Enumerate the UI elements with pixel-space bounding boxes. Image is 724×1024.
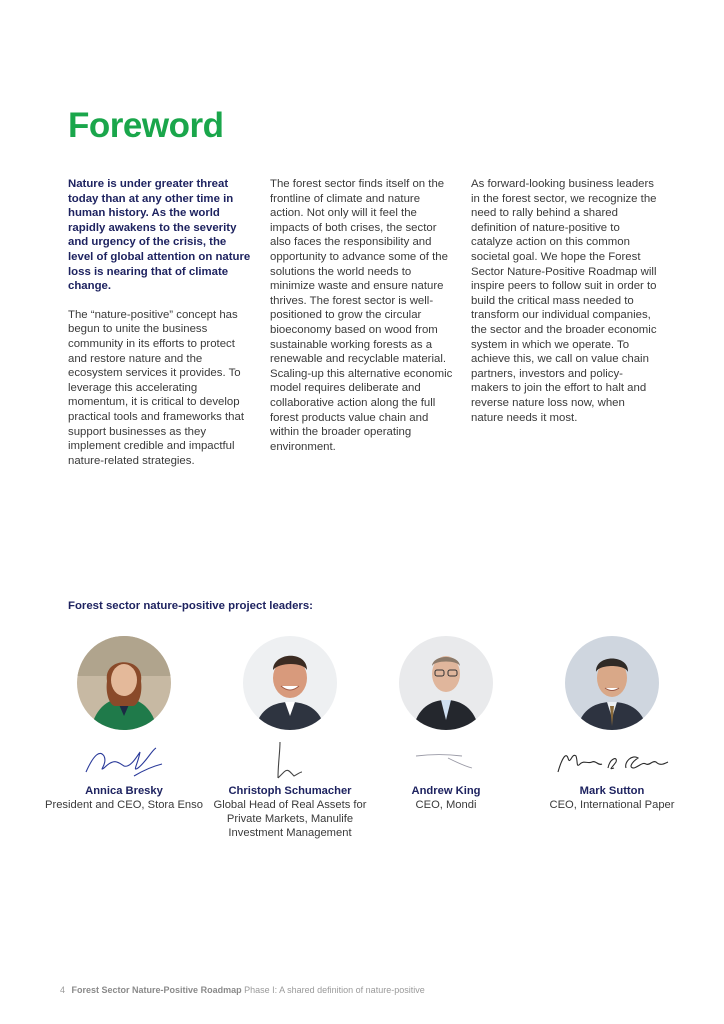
signature bbox=[552, 738, 672, 782]
leader-name: Mark Sutton bbox=[579, 785, 645, 797]
body-paragraph: The forest sector finds itself on the frontline of climate and nature action. Not only will it feel the impacts of both crises, the sector also faces the responsibility and opportunity to advance some of the solutions the world needs to minimize waste and ensure nature thrives. The forest sector is well-positioned to grow the circular bioeconomy based on wood from sustainable working forests as a renewable and recyclable material. Scaling-up this alternative economic model requires deliberate and collaborative action along the full forest products value chain and within the broader operating environment. bbox=[270, 178, 453, 453]
footer-doc-title: Forest Sector Nature-Positive Roadmap bbox=[71, 985, 242, 995]
body-paragraph: The “nature-positive” concept has begun to unite the business community in its efforts to protect and restore nature and the ecosystem services it provides. To leverage this accelerating momentum, it is critical to develop practical tools and frameworks that support businesses as they implement credible and impactful nature-related strategies. bbox=[68, 308, 244, 467]
column-3 bbox=[471, 177, 657, 439]
signature bbox=[74, 738, 174, 782]
column-2 bbox=[270, 177, 456, 468]
leader-name: Andrew King bbox=[411, 785, 481, 797]
leader-card-andrew-king bbox=[366, 636, 526, 812]
leader-name: Annica Bresky bbox=[85, 785, 163, 797]
footer-subtitle: Phase I: A shared definition of nature-positive bbox=[244, 985, 425, 995]
leader-role: Global Head of Real Assets for Private Markets, Manulife Investment Management bbox=[213, 799, 367, 839]
page-title: Foreword bbox=[68, 106, 224, 145]
leader-card-mark-sutton bbox=[532, 636, 692, 812]
portrait-photo bbox=[565, 636, 659, 730]
page-number: 4 bbox=[60, 985, 66, 995]
signature bbox=[396, 738, 496, 782]
leader-name: Christoph Schumacher bbox=[228, 785, 352, 797]
leaders-heading: Forest sector nature-positive project leaders: bbox=[68, 600, 313, 612]
leader-role: President and CEO, Stora Enso bbox=[45, 799, 203, 811]
lead-paragraph: Nature is under greater threat today than at any other time in human history. As the world rapidly awakens to the severity and urgency of the crisis, the level of global attention on nature loss is nearing that of climate change. bbox=[68, 178, 251, 293]
portrait-photo bbox=[399, 636, 493, 730]
column-1 bbox=[68, 177, 254, 482]
body-paragraph: As forward-looking business leaders in the forest sector, we recognize the need to rally behind a shared definition of nature-positive to catalyze action on this common societal goal. We hope the Forest Sector Nature-Positive Roadmap will inspire peers to follow suit in order to build the critical mass needed to transform our individual companies, the sector and the broader economic system in which we operate. To achieve this, we call on value chain partners, investors and policy-makers to join the effort to halt and reverse nature loss now, when nature needs it most. bbox=[471, 178, 657, 424]
leader-card-christoph-schumacher bbox=[210, 636, 370, 840]
page-footer bbox=[60, 985, 425, 995]
leader-role: CEO, Mondi bbox=[415, 799, 477, 811]
leader-card-annica-bresky bbox=[44, 636, 204, 812]
portrait-photo bbox=[77, 636, 171, 730]
leader-role: CEO, International Paper bbox=[549, 799, 675, 811]
signature bbox=[240, 738, 340, 782]
portrait-photo bbox=[243, 636, 337, 730]
